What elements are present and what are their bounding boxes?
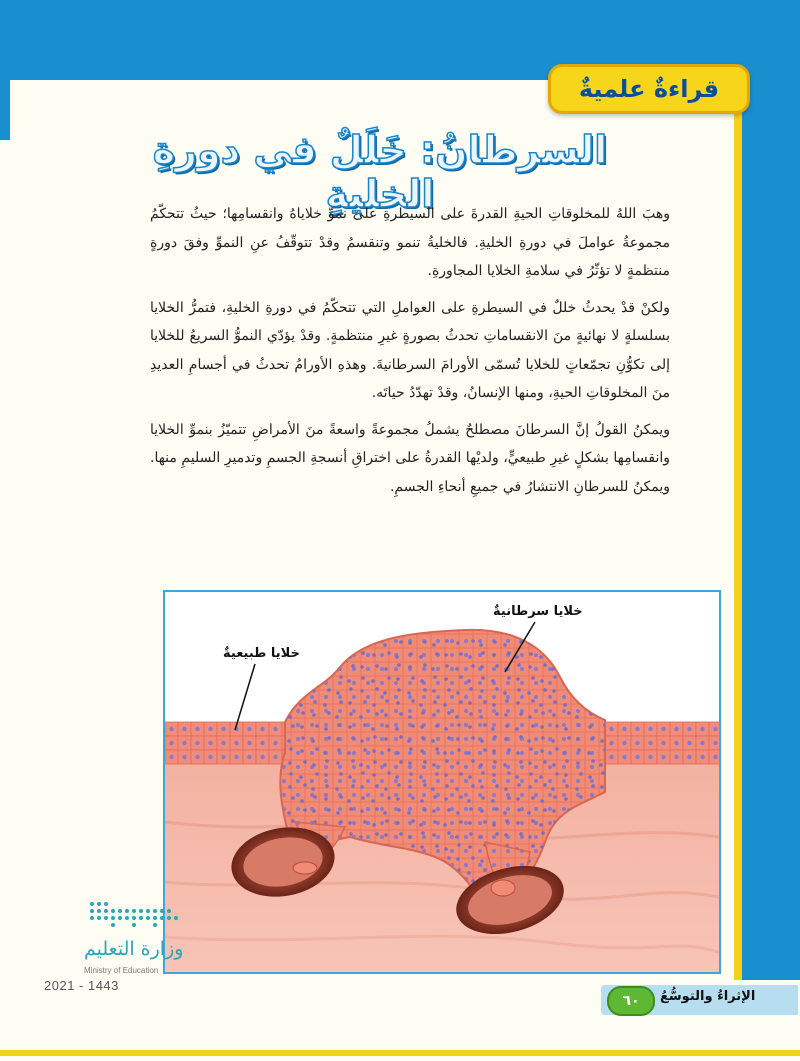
paragraph: ولكنْ قدْ يحدثُ خللٌ في السيطرةِ على العواملِ التي تتحكّمُ في دورةِ الخليةِ، فتمرُّ الخلايا بسلسلةٍ لا نهائيةٍ منَ الانقساماتِ تحدثُ بصورةٍ غيرِ منتظمةٍ. وقدْ يؤدّي النموُّ السريعُ للخلايا إلى تكوُّنِ تجمّعاتٍ للخلايا تُسمّى الأورامَ السرطانيةَ. وهذهِ الأورامُ تحدثُ في أجسامِ العديدِ منَ المخلوقاتِ الحيةِ، ومنها الإنسانُ، وقدْ تهدّدُ حياتَه. [150,299,670,401]
label-normal-cells: خلايا طبيعيةٌ [223,646,300,661]
page-number: ٦٠ [607,986,655,1016]
bottom-yellow-line [0,1050,800,1056]
left-blue-rule [0,80,10,140]
paragraph: وهبَ اللهُ للمخلوقاتِ الحيةِ القدرةَ على السيطرةِ على نموِّ خلاياهُ وانقسامِها؛ حيثُ تتحكّمُ مجموعةُ عواملَ في دورةِ الخليةِ. فالخليةُ تنمو وتنقسمُ وقدْ تتوقّفُ عنِ النموِّ وفقَ دورةٍ منتظمةٍ لا تؤثّرُ في سلامةِ الخلايا المجاورةِ. [150,206,670,279]
label-cancer-cells: خلايا سرطانيةٌ [493,604,583,619]
section-badge-label: قراءةٌ علميةٌ [578,75,720,103]
ministry-dots-icon [88,900,188,934]
paragraph: ويمكنُ القولُ إنَّ السرطانَ مصطلحٌ يشملُ مجموعةً واسعةً منَ الأمراضِ تتميّزُ بنموِّ الخلايا وانقسامِها بشكلٍ غيرِ طبيعيٍّ، ولديْها القدرةُ على اختراقِ أنسجةِ الجسمِ وتدميرِ السليمِ منها. ويمكنُ للسرطانِ الانتشارُ في جميعِ أنحاءِ الجسمِ. [150,421,670,495]
tumor-illustration [163,590,721,974]
ministry-name-ar: وزارة التعليم [84,938,184,960]
leader-line-normal [235,664,255,730]
footer-section-label: الإثراءُ والتوسُّعُ [660,989,756,1004]
ministry-name-en: Ministry of Education [84,966,159,975]
right-yellow-strip [734,100,742,980]
section-badge [548,64,750,114]
edition-year: 2021 - 1443 [44,978,119,993]
page-title: السرطانُ: خَلَلٌ في دورةِ الخليةِ [152,128,608,216]
article-body [150,200,670,509]
ministry-logo [40,900,200,1000]
right-blue-band [742,80,800,980]
